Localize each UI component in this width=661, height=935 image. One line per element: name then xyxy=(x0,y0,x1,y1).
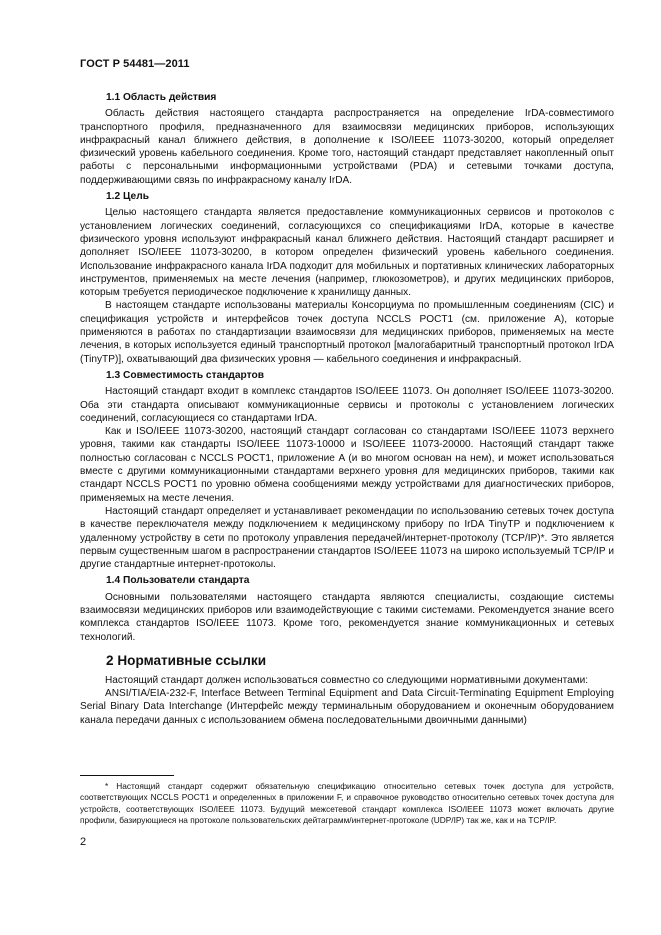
section-1-3-paragraph-2: Как и ISO/IEEE 11073-30200, настоящий стандарт согласован со стандартами ISO/IEEE 11073 верхнего уровня, такими как стандарты ISO/IEEE 11073-10000 и ISO/IEEE 11073-20000. Настоящий стандарт также полностью согласован с NCCLS POCT1, приложение A (и во многом основан на нем), и может использоваться вместе с другими коммуникационными стандартами верхнего уровня для медицинских приборов, такими как стандарт NCCLS POCT1 по уровню обмена сообщениями между устройствами для диагностических приборов, применяемых на месте лечения. xyxy=(80,426,614,504)
section-1-2-paragraph-1: Целью настоящего стандарта является предоставление коммуникационных сервисов и протоколов с установлением логических соединений, согласующихся со спецификациями IrDA, которые в качестве физического уровня используют инфракрасный канал ближнего действия. Настоящий стандарт расширяет и дополняет ISO/IEEE 11073-30200, в котором определен физический уровень кабельного соединения. Использование инфракрасного канала IrDA подходит для мобильных и портативных клинических лабораторных инструментов, применяемых на месте лечения (например, глюкозометров), и других медицинских приборов, которым требуется периодическое подключение к хранилищу данных. xyxy=(80,207,614,299)
page-content xyxy=(80,88,614,727)
section-1-3-paragraph-3: Настоящий стандарт определяет и устанавливает рекомендации по использованию сетевых точек доступа в качестве переключателя между подключением к медицинскому прибору по IrDA TinyTP и подключением к удаленному устройству в сети по протоколу управления передачей/интернет-протоколу (TCP/IP)*. Это является первым существенным шагом в распространении стандартов ISO/IEEE 11073 на широко используемый TCP/IP и другие стандартные интернет-протоколы. xyxy=(80,505,614,571)
footnote xyxy=(80,781,614,826)
section-1-1-paragraph: Область действия настоящего стандарта распространяется на определение IrDA-совместимого транспортного профиля, предназначенного для взаимосвязи медицинских приборов, использующих инфракрасный канал ближнего действия, в дополнение к ISO/IEEE 11073-30200, который определяет физический уровень кабельного соединения. Кроме того, настоящий стандарт представляет накопленный опыт работы с персональными информационными устройствами (PDA) и сетевыми точками доступа, поддерживающими связь по инфракрасному каналу IrDA. xyxy=(80,108,614,186)
section-1-4-paragraph: Основными пользователями настоящего стандарта являются специалисты, создающие системы взаимосвязи медицинских приборов или взаимодействующие с такими системами. Рекомендуется знание всего комплекса стандартов ISO/IEEE 11073. Кроме того, рекомендуется знание коммуникационных и сетевых технологий. xyxy=(80,591,614,643)
section-1-4-title: 1.4 Пользователи стандарта xyxy=(106,575,250,587)
section-1-2-paragraph-2: В настоящем стандарте использованы материалы Консорциума по промышленным соединениям (CIC) и спецификация устройств и интерфейсов точек доступа NCCLS POCT1 (см. приложение A), которые применяются в работах по стандартизации взаимосвязи для медицинских приборов, применяемых на месте лечения, в которых используется единый транспортный протокол [малогабаритный транспортный протокол IrDA (TinyTP)], охватывающий два физических уровня — кабельного соединения и инфракрасный. xyxy=(80,300,614,365)
footnote-divider xyxy=(80,775,174,776)
section-1-3-paragraph-1: Настоящий стандарт входит в комплекс стандартов ISO/IEEE 11073. Он дополняет ISO/IEEE 11073-30200. Оба эти стандарта описывают коммуникационные сервисы и протоколы с установлением логических соединений, согласующиеся со стандартами IrDA. xyxy=(80,386,614,424)
document-header: ГОСТ Р 54481—2011 xyxy=(80,58,190,70)
section-1-2-title: 1.2 Цель xyxy=(106,191,149,203)
section-2-title: 2 Нормативные ссылки xyxy=(106,652,267,668)
page-number: 2 xyxy=(80,836,87,848)
section-1-1-title: 1.1 Область действия xyxy=(106,92,217,103)
section-2-paragraph-2: ANSI/TIA/EIA-232-F, Interface Between Terminal Equipment and Data Circuit-Terminating Equipment Employing Serial Binary Data Interchange (Интерфейс между терминальным оборудованием и оконечным оборудованием канала передачи данных с использованием обмена последовательными двоичными данными) xyxy=(80,688,614,726)
footnote-text: * Настоящий стандарт содержит обязательную спецификацию относительно сетевых точек доступа для устройств, соответствующих NCCLS POCT1 и определенных в приложении F, и справочное руководство относительно сетевых точек доступа для устройств, соответствующих ISO/IEEE 11073. Будущий межсетевой стандарт комплекса ISO/IEEE 11073 может включать другие профили, базирующиеся на протоколе пользовательских дейтаграмм/интернет-протоколе (UDP/IP) так же, как и на TCP/IP. xyxy=(80,781,614,825)
section-1-3-title: 1.3 Совместимость стандартов xyxy=(106,369,264,381)
section-2-paragraph-1: Настоящий стандарт должен использоваться совместно со следующими нормативными документами: xyxy=(105,674,589,686)
